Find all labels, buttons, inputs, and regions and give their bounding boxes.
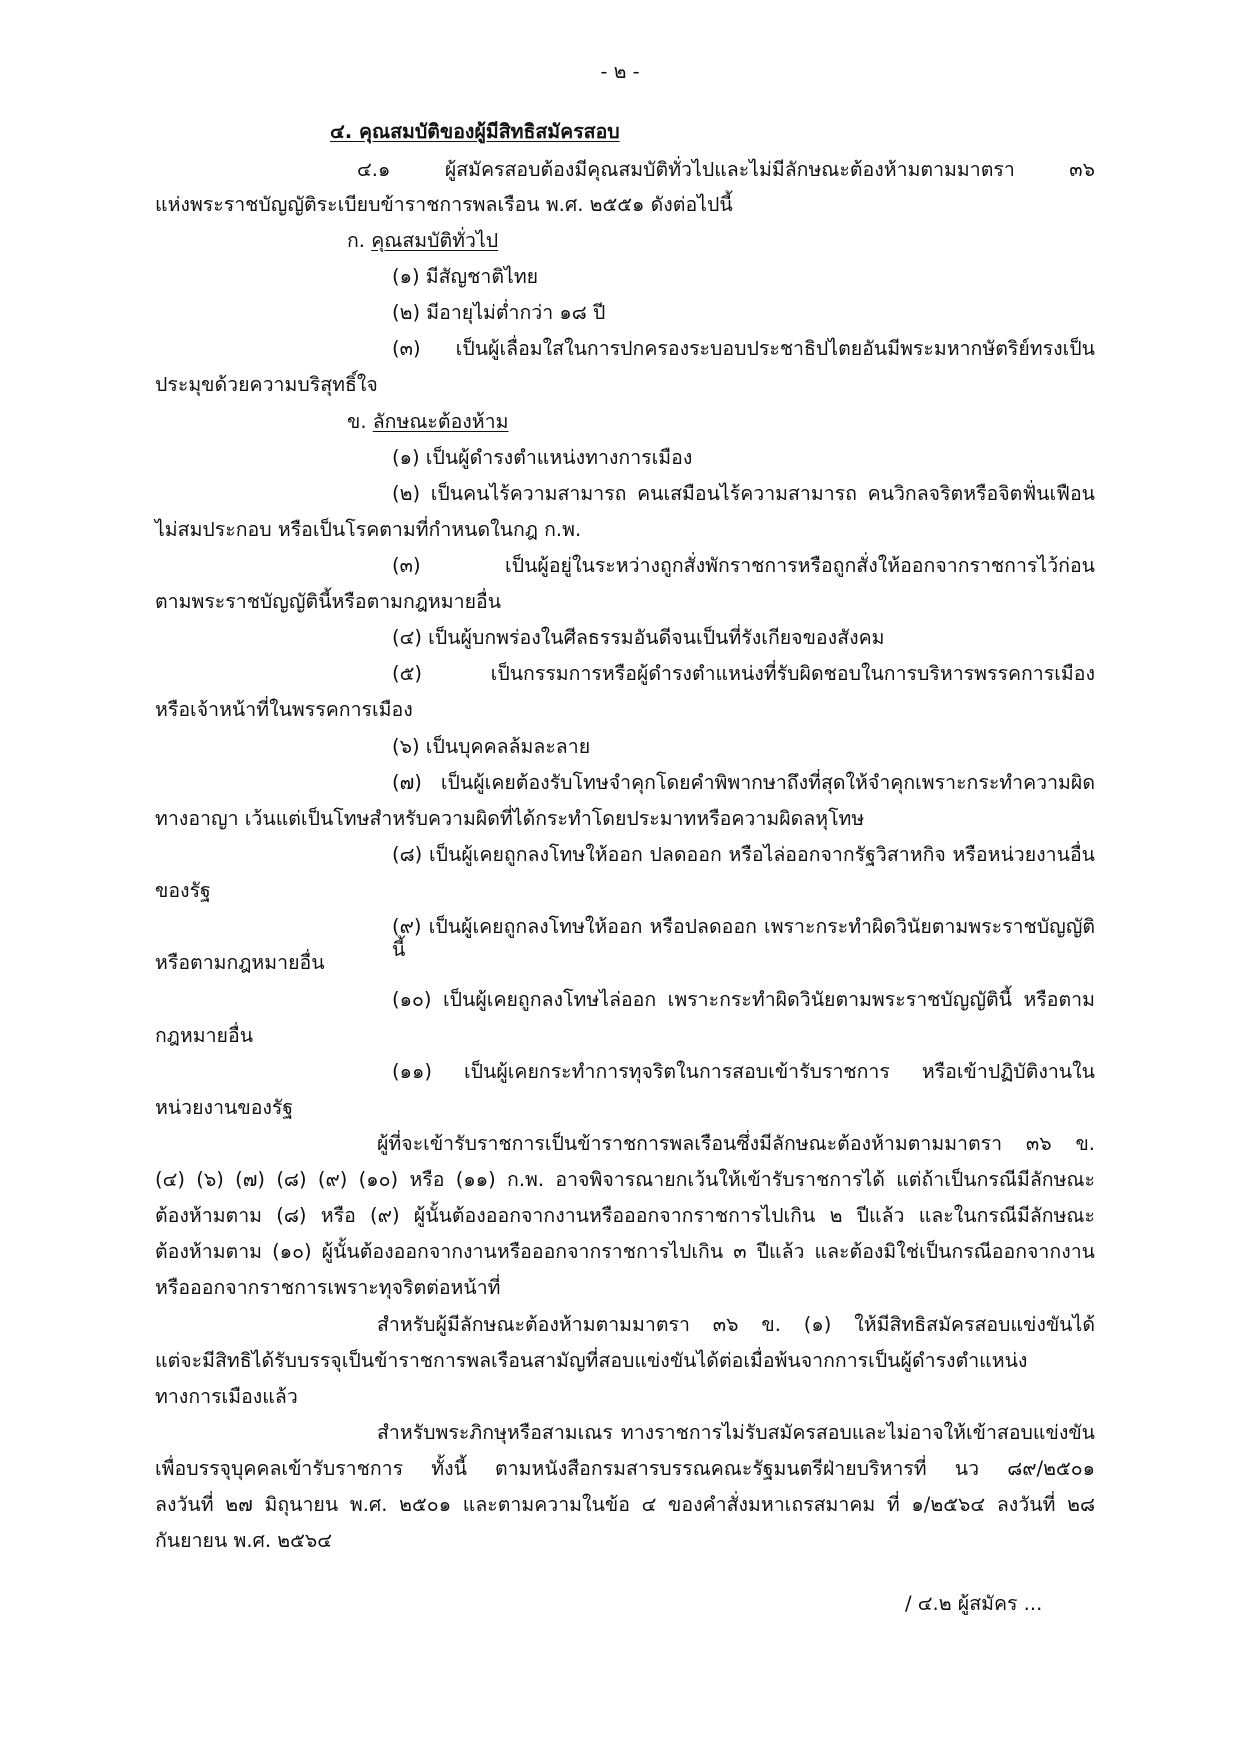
exemption-line-5: หรือออกจากราชการเพราะทุจริตต่อหน้าที่	[155, 1276, 501, 1299]
prohibited-item-5-line-2: หรือเจ้าหน้าที่ในพรรคการเมือง	[155, 698, 413, 721]
general-heading	[347, 229, 498, 252]
prohibited-item-9-line-2: หรือตามกฎหมายอื่น	[155, 951, 325, 974]
prohibited-heading-text: ลักษณะต้องห้าม	[372, 410, 509, 433]
general-prefix: ก.	[347, 229, 366, 252]
prohibited-item-11-line-2: หน่วยงานของรัฐ	[155, 1096, 294, 1119]
prohibited-item-8-line-2: ของรัฐ	[155, 879, 211, 902]
section-heading	[330, 120, 620, 143]
prohibited-item-10-line-2: กฎหมายอื่น	[155, 1024, 254, 1047]
prohibited-item-7-line-2: ทางอาญา เว้นแต่เป็นโทษสำหรับความผิดที่ได้กระทำโดยประมาทหรือความผิดลหุโทษ	[155, 807, 865, 830]
political-line-3: ทางการเมืองแล้ว	[155, 1385, 298, 1408]
monks-line-4: กันยายน พ.ศ. ๒๕๖๔	[155, 1529, 333, 1552]
political-line-2: แต่จะมีสิทธิได้รับบรรจุเป็นข้าราชการพลเรือนสามัญที่สอบแข่งขันได้ต่อเมื่อพ้นจากการเป็นผู้ดำรงตำแหน่ง	[155, 1349, 1028, 1372]
exemption-line-1: ผู้ที่จะเข้ารับราชการเป็นข้าราชการพลเรือนซึ่งมีลักษณะต้องห้ามตามมาตรา ๓๖ ข.	[377, 1132, 1095, 1155]
prohibited-item-2-line-2: ไม่สมประกอบ หรือเป็นโรคตามที่กำหนดในกฎ ก.พ.	[155, 518, 582, 541]
general-item-1: (๑) มีสัญชาติไทย	[392, 265, 539, 288]
general-item-3-line-1: (๓) เป็นผู้เลื่อมใสในการปกครองระบอบประชาธิปไตยอันมีพระมหากษัตริย์ทรงเป็น	[392, 337, 1095, 360]
continuation-note: / ๔.๒ ผู้สมัคร ...	[905, 1592, 1043, 1615]
general-item-2: (๒) มีอายุไม่ต่ำกว่า ๑๘ ปี	[392, 301, 606, 324]
prohibited-item-3-line-2: ตามพระราชบัญญัตินี้หรือตามกฎหมายอื่น	[155, 590, 502, 613]
prohibited-heading	[347, 410, 508, 433]
prohibited-item-5-line-1: (๕) เป็นกรรมการหรือผู้ดำรงตำแหน่งที่รับผิดชอบในการบริหารพรรคการเมือง	[392, 662, 1095, 685]
prohibited-item-2-line-1: (๒) เป็นคนไร้ความสามารถ คนเสมือนไร้ความสามารถ คนวิกลจริตหรือจิตฟั่นเฟือน	[392, 482, 1095, 505]
prohibited-item-10-line-1: (๑๐) เป็นผู้เคยถูกลงโทษไล่ออก เพราะกระทำผิดวินัยตามพระราชบัญญัตินี้ หรือตาม	[392, 988, 1095, 1011]
prohibited-item-6: (๖) เป็นบุคคลล้มละลาย	[392, 735, 591, 758]
prohibited-item-3-line-1: (๓) เป็นผู้อยู่ในระหว่างถูกสั่งพักราชการหรือถูกสั่งให้ออกจากราชการไว้ก่อน	[392, 554, 1095, 577]
prohibited-item-9-line-1: (๙) เป็นผู้เคยถูกลงโทษให้ออก หรือปลดออก เพราะกระทำผิดวินัยตามพระราชบัญญัตินี้	[392, 915, 1095, 962]
p41-line-1: ๔.๑ ผู้สมัครสอบต้องมีคุณสมบัติทั่วไปและไม่มีลักษณะต้องห้ามตามมาตรา ๓๖	[357, 158, 1095, 181]
prohibited-item-4: (๔) เป็นผู้บกพร่องในศีลธรรมอันดีจนเป็นที่รังเกียจของสังคม	[392, 626, 885, 649]
exemption-line-2: (๔) (๖) (๗) (๘) (๙) (๑๐) หรือ (๑๑) ก.พ. อาจพิจารณายกเว้นให้เข้ารับราชการได้ แต่ถ้าเป็นกรณีมีลักษณะ	[155, 1168, 1095, 1191]
prohibited-prefix: ข.	[347, 410, 367, 433]
page-number: - ๒ -	[600, 60, 640, 83]
political-line-1: สำหรับผู้มีลักษณะต้องห้ามตามมาตรา ๓๖ ข. (๑) ให้มีสิทธิสมัครสอบแข่งขันได้	[377, 1313, 1095, 1336]
monks-line-1: สำหรับพระภิกษุหรือสามเณร ทางราชการไม่รับสมัครสอบและไม่อาจให้เข้าสอบแข่งขัน	[377, 1421, 1095, 1444]
section-heading-text: ๔. คุณสมบัติของผู้มีสิทธิสมัครสอบ	[330, 120, 620, 143]
exemption-line-4: ต้องห้ามตาม (๑๐) ผู้นั้นต้องออกจากงานหรือออกจากราชการไปเกิน ๓ ปีแล้ว และต้องมิใช่เป็นกรณีออกจากงาน	[155, 1240, 1095, 1263]
prohibited-item-7-line-1: (๗) เป็นผู้เคยต้องรับโทษจำคุกโดยคำพิพากษาถึงที่สุดให้จำคุกเพราะกระทำความผิด	[392, 771, 1095, 794]
prohibited-item-1: (๑) เป็นผู้ดำรงตำแหน่งทางการเมือง	[392, 446, 693, 469]
monks-line-3: ลงวันที่ ๒๗ มิถุนายน พ.ศ. ๒๕๐๑ และตามความในข้อ ๔ ของคำสั่งมหาเถรสมาคม ที่ ๑/๒๕๖๔ ลงวันที่ ๒๘	[155, 1493, 1095, 1516]
exemption-line-3: ต้องห้ามตาม (๘) หรือ (๙) ผู้นั้นต้องออกจากงานหรือออกจากราชการไปเกิน ๒ ปีแล้ว และในกรณีมีลักษณะ	[155, 1204, 1095, 1227]
general-heading-text: คุณสมบัติทั่วไป	[371, 229, 499, 252]
prohibited-item-11-line-1: (๑๑) เป็นผู้เคยกระทำการทุจริตในการสอบเข้ารับราชการ หรือเข้าปฏิบัติงานใน	[392, 1060, 1095, 1083]
p41-line-2: แห่งพระราชบัญญัติระเบียบข้าราชการพลเรือน พ.ศ. ๒๕๕๑ ดังต่อไปนี้	[155, 193, 733, 216]
monks-line-2: เพื่อบรรจุบุคคลเข้ารับราชการ ทั้งนี้ ตามหนังสือกรมสารบรรณคณะรัฐมนตรีฝ่ายบริหารที่ นว ๘๙/๒๕๐๑	[155, 1457, 1095, 1480]
prohibited-item-8-line-1: (๘) เป็นผู้เคยถูกลงโทษให้ออก ปลดออก หรือไล่ออกจากรัฐวิสาหกิจ หรือหน่วยงานอื่น	[392, 843, 1095, 866]
general-item-3-line-2: ประมุขด้วยความบริสุทธิ์ใจ	[155, 373, 378, 396]
